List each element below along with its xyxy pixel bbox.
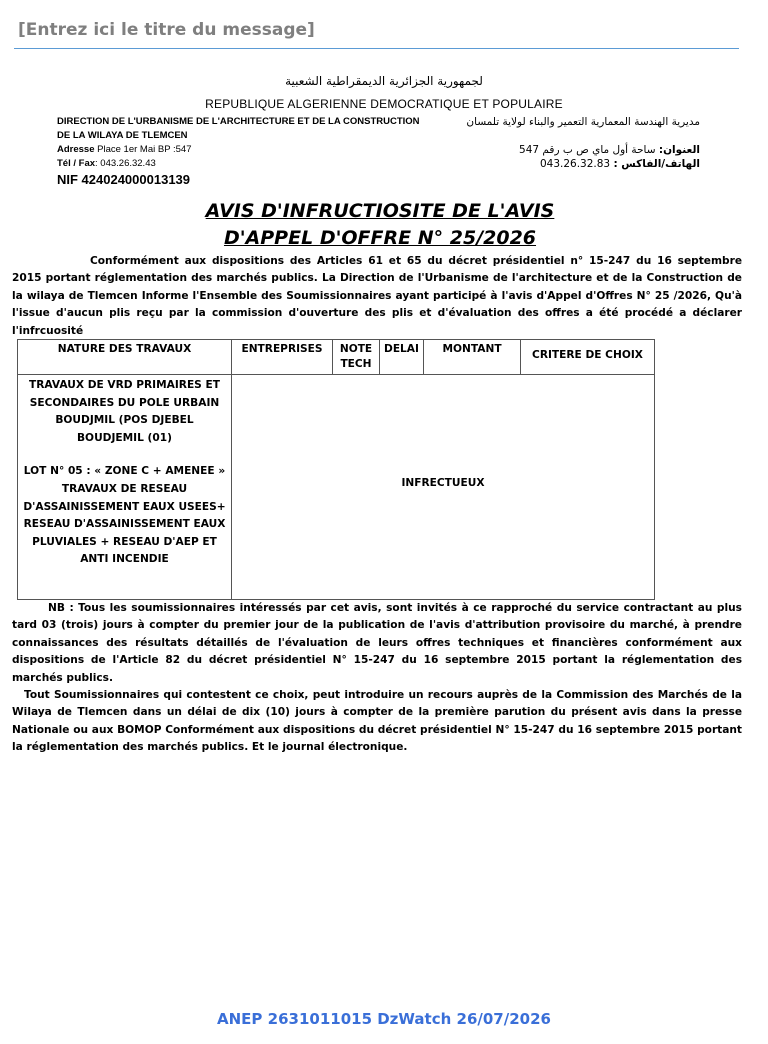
direction-name-ar: مديرية الهندسة المعمارية التعمير والبناء لولاية تلمسان xyxy=(466,116,700,128)
nb-paragraph: NB : Tous les soumissionnaires intéressés par cet avis, sont invités à ce rapproché du service contractant au plus tard 03 (trois) jours à compter du premier jour de la publication de l'avis d'attribution provisoire du marché, à prendre connaissances des résultats détaillés de l'évaluation de leurs offres techniques et financières conformément aux dispositions de l'Article 82 du décret présidentiel N° 15-247 du 16 septembre 2015 portant la réglementation des marchés publics. xyxy=(12,602,742,684)
tel-fax-line xyxy=(57,157,420,171)
address-value: Place 1er Mai BP :547 xyxy=(94,144,192,155)
tel-value: : 043.26.32.43 xyxy=(95,158,156,169)
arabic-republic-heading: لجمهورية الجزائرية الديمقراطية الشعبية xyxy=(285,74,483,88)
address-value-ar: ساحة أول ماي ص ب رقم 547 xyxy=(519,144,659,156)
direction-name-line1: DIRECTION DE L'URBANISME DE L'ARCHITECTURE ET DE LA CONSTRUCTION xyxy=(57,116,420,127)
result-cell: INFRECTUEUX xyxy=(232,375,655,600)
table-row xyxy=(18,375,655,600)
issuer-info-fr xyxy=(57,115,420,187)
french-republic-heading: REPUBLIQUE ALGERIENNE DEMOCRATIQUE ET POPULAIRE xyxy=(205,97,563,111)
issuer-info-ar xyxy=(466,115,700,171)
tel-line-ar xyxy=(466,157,700,171)
notice-title xyxy=(0,198,760,252)
address-line-ar xyxy=(466,143,700,157)
nature-project: TRAVAUX DE VRD PRIMAIRES ET SECONDAIRES DU POLE URBAIN BOUDJMIL (POS DJEBEL BOUDJEMIL (01) xyxy=(29,379,220,444)
header-critere: CRITERE DE CHOIX xyxy=(521,340,655,375)
message-title-placeholder[interactable]: [Entrez ici le titre du message] xyxy=(18,20,315,40)
nature-lot: LOT N° 05 : « ZONE C + AMENEE » TRAVAUX DE RESEAU D'ASSAINISSEMENT EAUX USEES+ RESEAU D'ASSAINISSEMENT EAUX PLUVIALES + RESEAU D'AEP ET ANTI INCENDIE xyxy=(23,465,226,566)
nif-number: NIF 424024000013139 xyxy=(57,172,191,187)
header-note-tech: NOTE TECH xyxy=(333,340,380,375)
appeal-paragraph: Tout Soumissionnaires qui contestent ce choix, peut introduire un recours auprès de la Commission des Marchés de la Wilaya de Tlemcen dans un délai de dix (10) jours à compter de la première parution du présent avis dans la presse Nationale ou aux BOMOP Conformément aux dispositions du décret présidentiel N° 15-247 du 16 septembre 2015 portant la réglementation des marchés publics. Et le journal électronique. xyxy=(12,689,742,754)
publication-reference: ANEP 2631011015 DzWatch 26/07/2026 xyxy=(217,1010,551,1028)
address-label-ar: العنوان: xyxy=(658,144,700,156)
direction-name-line2: DE LA WILAYA DE TLEMCEN xyxy=(57,130,188,141)
table-header-row xyxy=(18,340,655,375)
title-underline xyxy=(14,48,739,49)
address-line xyxy=(57,143,420,157)
notice-title-line2: D'APPEL D'OFFRE N° 25/2026 xyxy=(223,227,537,249)
header-nature: NATURE DES TRAVAUX xyxy=(18,340,232,375)
header-entreprises: ENTREPRISES xyxy=(232,340,333,375)
notice-title-line1: AVIS D'INFRUCTIOSITE DE L'AVIS xyxy=(205,200,555,222)
tel-label-ar: الهاتف/الفاكس : xyxy=(613,158,700,170)
tel-value-ar: 043.26.32.83 xyxy=(539,158,611,170)
nature-cell xyxy=(18,375,232,600)
tel-label: Tél / Fax xyxy=(57,158,96,169)
intro-paragraph: Conformément aux dispositions des Articles 61 et 65 du décret présidentiel n° 15-247 du 16 septembre 2015 portant réglementation des marchés publics. La Direction de l'Urbanisme de l'architecture et de la Construction de la wilaya de Tlemcen Informe l'Ensemble des Soumissionnaires ayant participé à l'avis d'Appel d'Offres N° 25 /2026, Qu'à l'issue d'aucun plis reçu par la commission d'ouverture des plis et d'évaluation des offres a été procédé a déclarer l'infrcuosité xyxy=(12,255,742,337)
header-montant: MONTANT xyxy=(424,340,521,375)
results-table xyxy=(17,339,655,600)
address-label: Adresse xyxy=(57,144,95,155)
header-delai: DELAI xyxy=(380,340,424,375)
